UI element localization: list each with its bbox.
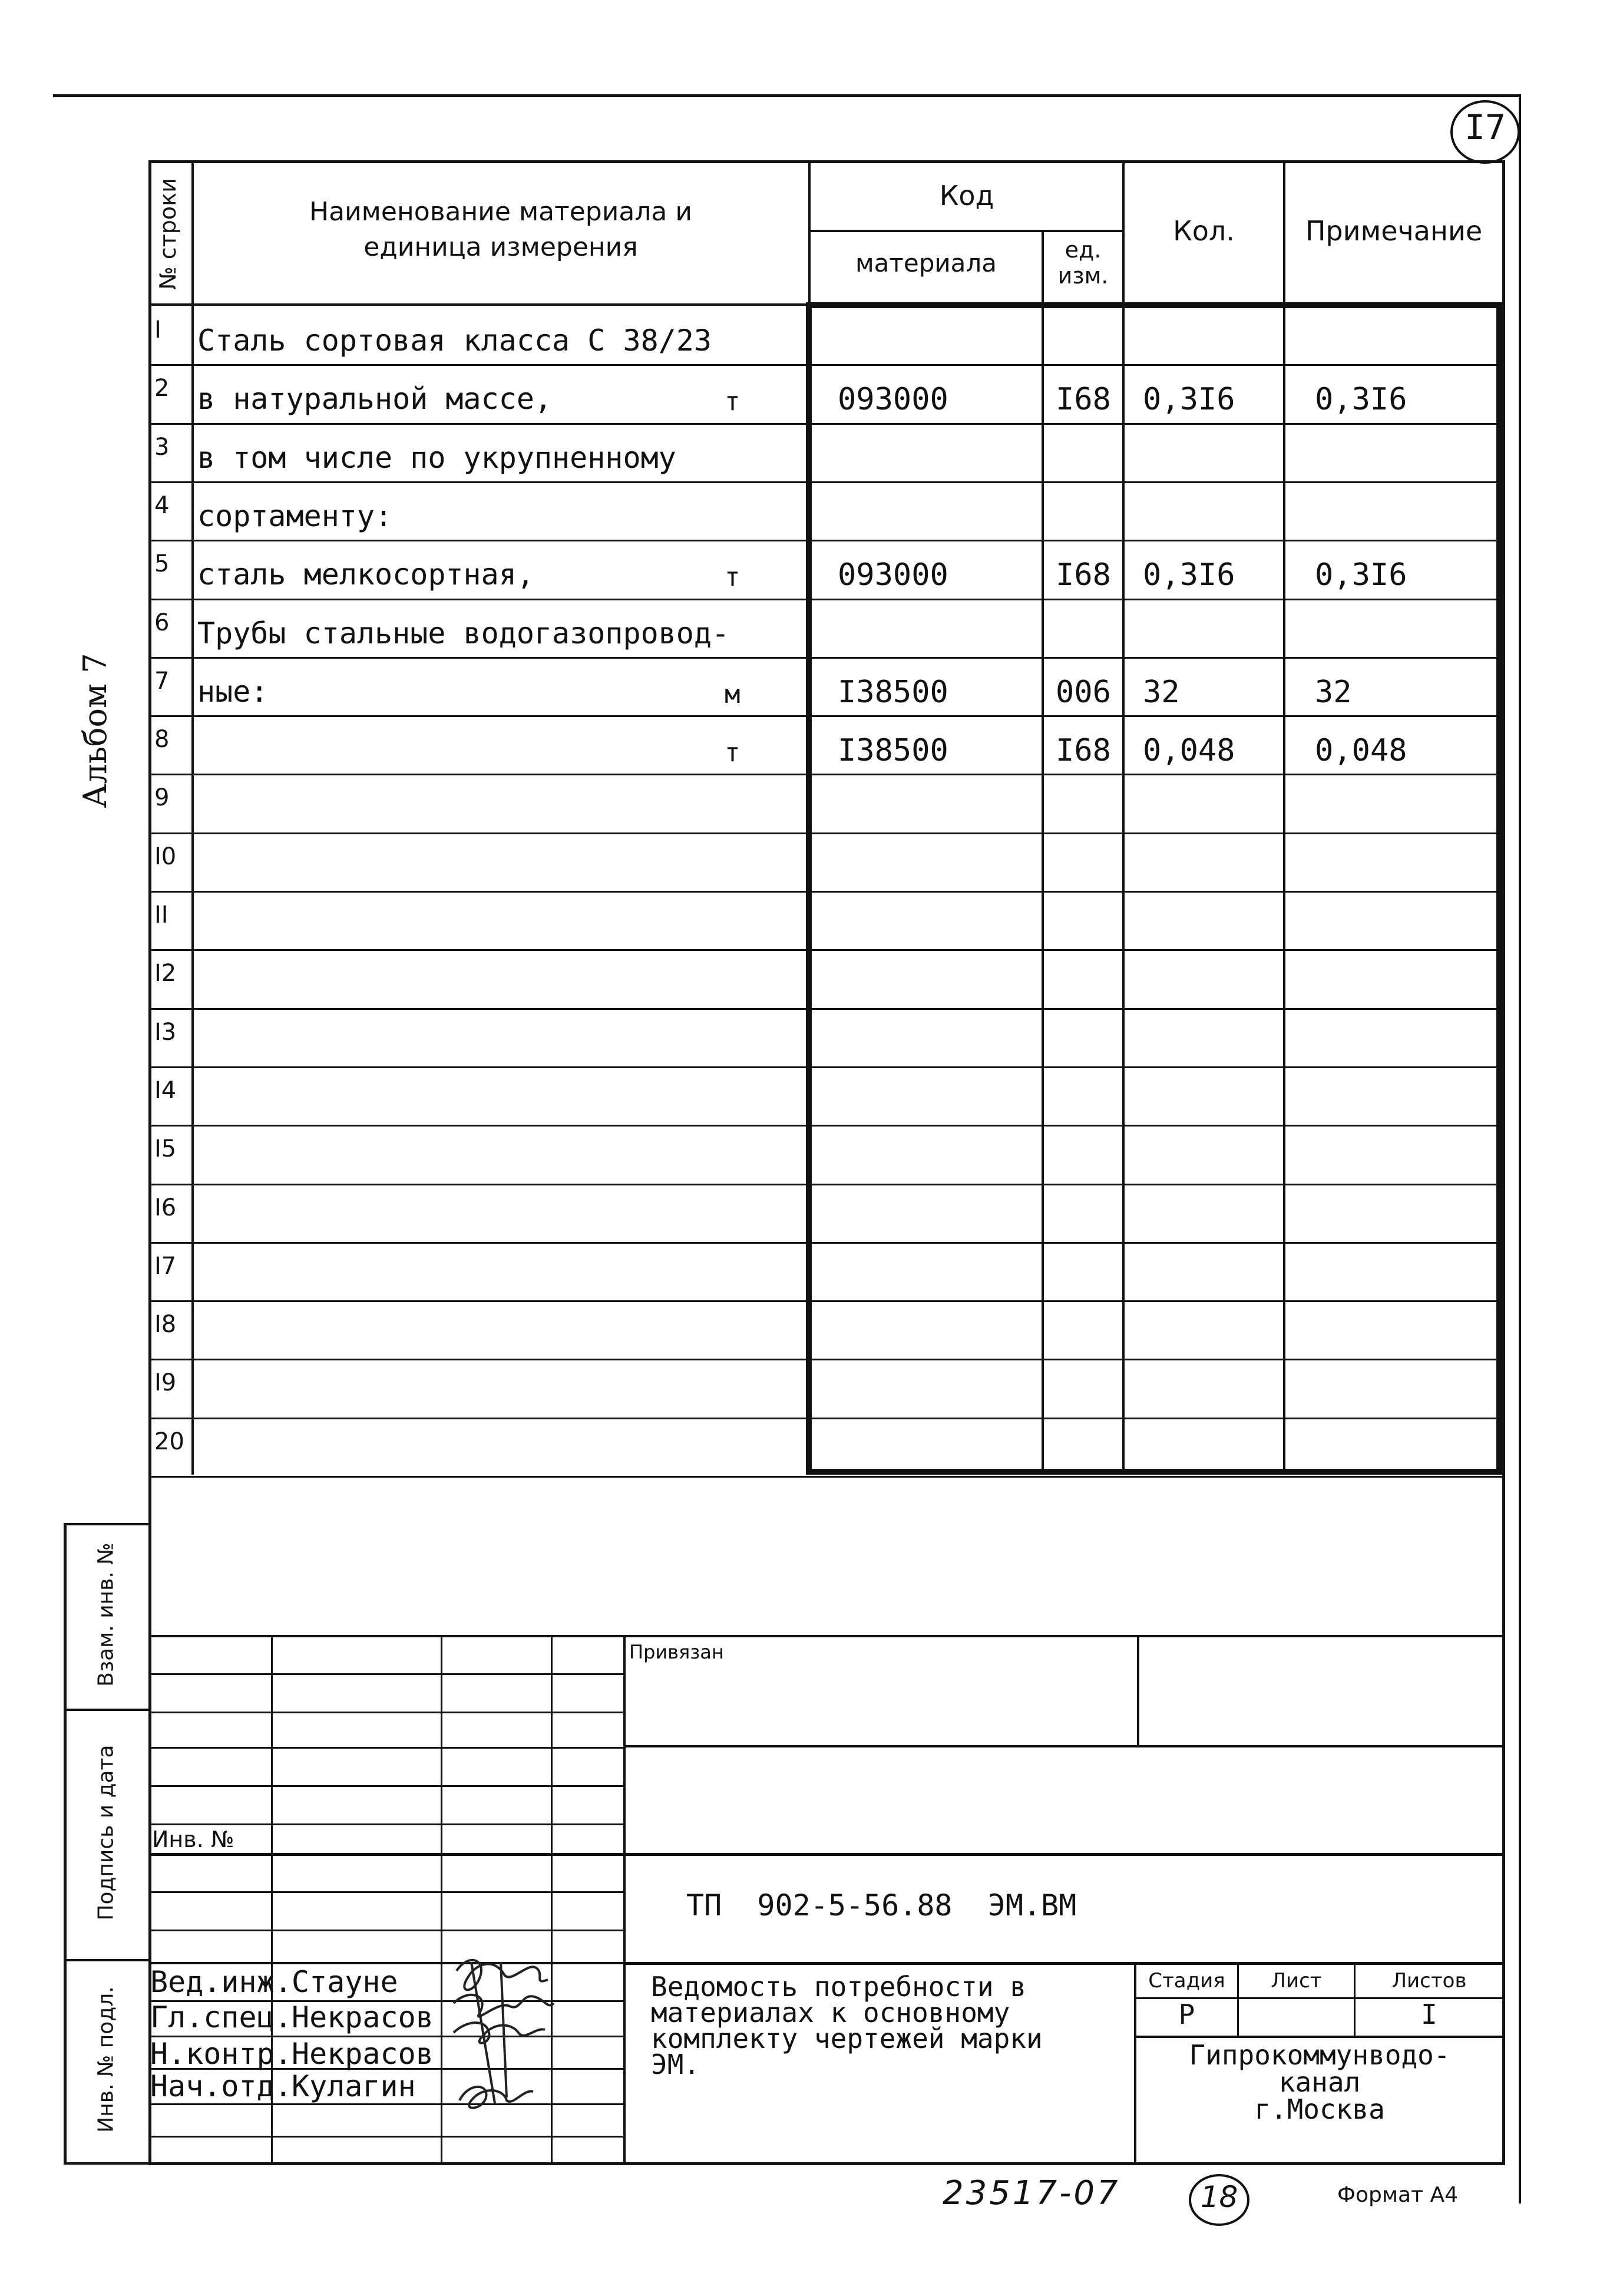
signatory-name: Кулагин (292, 2069, 416, 2103)
row-name: сортаменту: (197, 499, 393, 533)
row-name: в натуральной массе, (197, 382, 553, 416)
row-name: Трубы стальные водогазопровод- (197, 616, 730, 650)
row-number: I5 (154, 1135, 177, 1162)
header-note: Примечание (1305, 215, 1483, 247)
row-unit: т (725, 738, 741, 768)
row-number: 2 (154, 375, 170, 402)
row-number: 6 (154, 609, 170, 636)
signatory-role: Н.контр. (150, 2037, 292, 2071)
row-unit-code: 006 (1056, 675, 1111, 710)
value-sheets: I (1421, 1998, 1437, 2030)
row-material-code: 093000 (838, 382, 948, 417)
album-title: Альбом 7 (77, 653, 114, 808)
signatory-name: Некрасов (292, 2000, 434, 2034)
row-unit-code: I68 (1056, 733, 1111, 768)
row-number: 9 (154, 784, 170, 811)
row-name: Сталь сортовая класса С 38/23 (197, 323, 712, 358)
header-row-no: № строки (155, 178, 181, 290)
row-unit-code: I68 (1056, 557, 1111, 593)
label-inv-podl: Инв. № подл. (94, 1986, 118, 2133)
row-qty: 0,3I6 (1143, 557, 1235, 593)
row-number: I (154, 316, 161, 343)
row-number: I6 (154, 1194, 177, 1221)
row-note: 0,3I6 (1315, 382, 1407, 417)
row-number: 7 (154, 668, 170, 695)
footer-number: 23517-07 (943, 2174, 1120, 2212)
label-podpis-data: Подпись и дата (94, 1745, 118, 1921)
row-unit: м (725, 679, 741, 709)
row-number: 8 (154, 726, 170, 753)
label-inv-no: Инв. № (152, 1826, 234, 1852)
row-note: 0,3I6 (1315, 557, 1407, 593)
header-qty: Кол. (1173, 215, 1235, 247)
row-qty: 0,3I6 (1143, 382, 1235, 417)
format-label: Формат А4 (1337, 2183, 1459, 2207)
header-code: Код (939, 180, 994, 212)
row-number: I4 (154, 1077, 177, 1104)
row-number: 4 (154, 492, 170, 519)
row-note: 32 (1315, 675, 1352, 710)
label-stage: Стадия (1148, 1969, 1225, 1993)
row-qty: 0,048 (1143, 733, 1235, 768)
row-number: II (154, 901, 168, 929)
header-unit-2: изм. (1057, 263, 1109, 289)
description-line: материалах к основному (651, 1997, 1010, 2029)
row-number: I3 (154, 1019, 177, 1046)
signatory-role: Нач.отд. (150, 2069, 292, 2103)
page-number: I7 (1465, 107, 1506, 147)
row-unit-code: I68 (1056, 382, 1111, 417)
row-number: 3 (154, 434, 170, 461)
row-number: 20 (154, 1428, 184, 1455)
label-sheets: Листов (1391, 1969, 1467, 1993)
row-number: I0 (154, 843, 177, 870)
org-line: Гипрокоммунводо- (1189, 2039, 1450, 2071)
description-line: ЭМ. (651, 2049, 700, 2080)
label-privyazan: Привязан (629, 1641, 724, 1663)
row-name: ные: (197, 675, 269, 709)
row-unit: т (725, 386, 741, 417)
description-line: Ведомость потребности в (651, 1971, 1026, 2003)
row-qty: 32 (1143, 675, 1180, 710)
row-material-code: I38500 (838, 733, 948, 768)
row-name: в том числе по укрупненному (197, 441, 676, 475)
org-line: канал (1278, 2066, 1361, 2098)
label-vzam-inv: Взам. инв. № (94, 1542, 118, 1687)
row-material-code: I38500 (838, 675, 948, 710)
row-number: I7 (154, 1253, 177, 1280)
signatory-name: Стауне (292, 1965, 398, 1999)
signatory-role: Вед.инж. (150, 1965, 292, 1999)
signatory-name: Некрасов (292, 2037, 434, 2071)
label-sheet: Лист (1271, 1969, 1322, 1993)
doc-code: ТП 902-5-56.88 ЭМ.ВМ (686, 1888, 1077, 1922)
row-number: I8 (154, 1311, 177, 1338)
header-name: Наименование материала и единица измерения (309, 197, 692, 262)
row-unit: т (725, 562, 741, 592)
row-note: 0,048 (1315, 733, 1407, 768)
row-number: I2 (154, 960, 177, 987)
row-number: I9 (154, 1369, 177, 1396)
row-material-code: 093000 (838, 557, 948, 593)
value-stage: Р (1178, 1998, 1195, 2030)
description-line: комплекту чертежей марки (651, 2023, 1043, 2054)
footer-circled-number: 18 (1200, 2180, 1238, 2214)
header-code-material: материала (855, 249, 997, 277)
row-name: сталь мелкосортная, (197, 557, 534, 592)
signatory-role: Гл.спец. (150, 2000, 292, 2034)
org-line: г.Москва (1254, 2093, 1385, 2125)
header-unit-1: ед. (1065, 237, 1102, 263)
row-number: 5 (154, 550, 170, 577)
